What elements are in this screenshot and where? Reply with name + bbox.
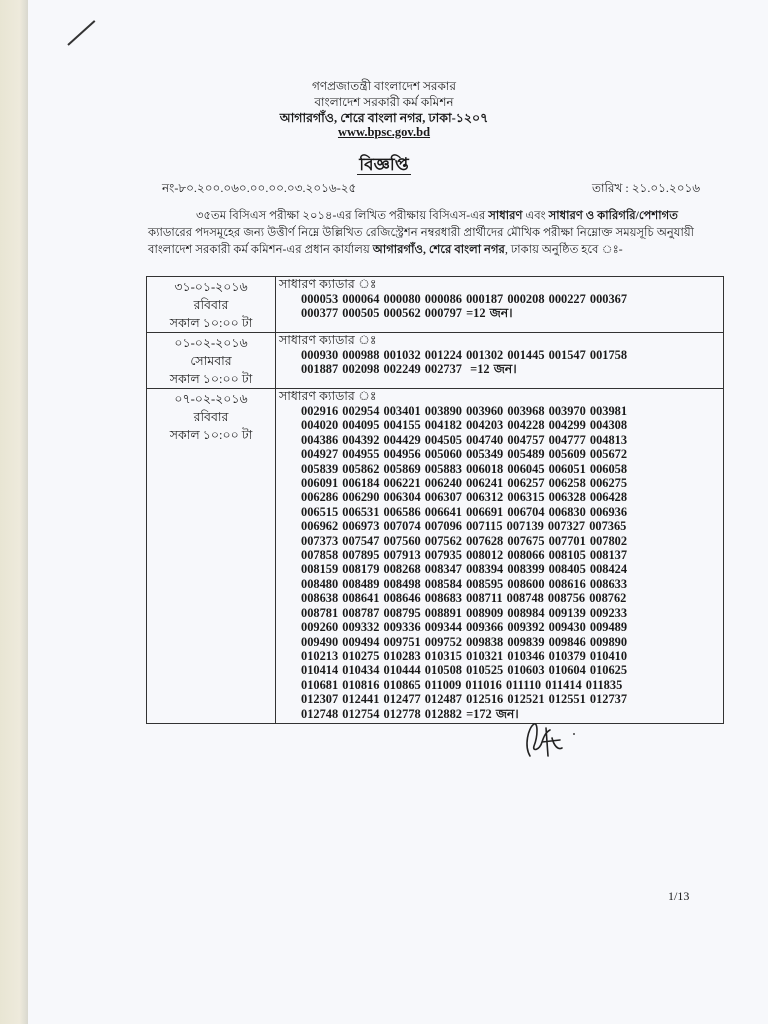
roll-numbers: 000053 000064 000080 000086 000187 000208 000227 000367 000377 000505 000562 000797 =12 জন।	[301, 292, 628, 321]
paragraph-bold: সাধারণ ও কারিগরি/পেশাগত	[548, 209, 678, 222]
roll-cell	[276, 333, 724, 389]
schedule-date: ৩১-০১-২০১৬	[174, 280, 248, 294]
paragraph-text: ৩৫তম বিসিএস পরীক্ষা ২০১৪-এর লিখিত পরীক্ষায় বিসিএস-এর	[196, 209, 489, 222]
paragraph-line-3	[148, 243, 623, 256]
header-government: গণপ্রজাতন্ত্রী বাংলাদেশ সরকার	[311, 79, 457, 93]
header-website: www.bpsc.gov.bd	[337, 125, 431, 139]
paragraph-line-1	[148, 207, 694, 224]
cadre-label: সাধারণ ক্যাডার ঃ	[279, 277, 377, 291]
notice-title	[0, 152, 768, 180]
paragraph-line-2: ক্যাডারের পদসমূহের জন্য উত্তীর্ণ নিম্নে উল্লিখিত রেজিস্ট্রেশন নম্বরধারী প্রার্থীদের মৌখিক পরীক্ষা নিম্নোক্ত সময়সূচি অনুযায়ী	[148, 226, 694, 239]
page-number: 1/13	[668, 889, 690, 903]
roll-cell	[276, 389, 724, 724]
roll-numbers: 000930 000988 001032 001224 001302 001445 001547 001758 001887 002098 002249 002737 =12 জন।	[301, 348, 628, 377]
header-address: আগারগাঁও, শেরে বাংলা নগর, ঢাকা-১২০৭	[279, 111, 489, 125]
date-cell	[147, 333, 276, 389]
notice-date: তারিখ : ২১.০১.২০১৬	[592, 181, 701, 195]
paragraph-bold: আগারগাঁও, শেরে বাংলা নগর	[372, 243, 505, 256]
header-commission: বাংলাদেশ সরকারী কর্ম কমিশন	[314, 95, 454, 109]
schedule-day: রবিবার	[193, 410, 229, 424]
roll-cell	[276, 277, 724, 333]
viva-schedule-table	[146, 276, 724, 724]
notice-title-text: বিজ্ঞপ্তি	[359, 155, 409, 174]
schedule-day: সোমবার	[190, 354, 232, 368]
paragraph-text: এবং	[522, 209, 549, 222]
paragraph-bold: সাধারণ	[488, 209, 523, 222]
table-row	[147, 333, 724, 389]
cadre-label: সাধারণ ক্যাডার ঃ	[279, 389, 377, 403]
table-row	[147, 389, 724, 724]
notice-paragraph	[148, 207, 694, 258]
cadre-label: সাধারণ ক্যাডার ঃ	[279, 333, 377, 347]
paragraph-text: , ঢাকায় অনুষ্ঠিত হবে ঃ-	[504, 243, 623, 256]
table-row	[147, 277, 724, 333]
schedule-time: সকাল ১০:০০ টা	[169, 372, 253, 386]
schedule-date: ০৭-০২-২০১৬	[174, 392, 248, 406]
roll-numbers: 002916 002954 003401 003890 003960 003968 003970 003981 004020 004095 004155 004182 004203 004228 004299 004308 004386 004392 004429 004505 004740 004757 004777 004813 004927 004955 004956 005060 005349 005489 005609 005672 005839 005862 005869 005883 006018 006045 006051 006058 006091 006184 006221 006240 006241 006257 006258 006275 006286 006290 006304 006307 006312 006315 006328 006428 006515 006531 006586 006641 006691 006704 006830 006936 006962 006973 007074 007096 007115 007139 007327 007365 007373 007547 007560 007562 007628 007675 007701 007802 007858 007895 007913 007935 008012 008066 008105 008137 008159 008179 008268 008347 008394 008399 008405 008424 008480 008489 008498 008584 008595 008600 008616 008633 008638 008641 008646 008683 008711 008748 008756 008762 008781 008787 008795 008891 008909 008984 009139 009233 009260 009332 009336 009344 009366 009392 009430 009489 009490 009494 009751 009752 009838 009839 009846 009890 010213 010275 010283 010315 010321 010346 010379 010410 010414 010434 010444 010508 010525 010603 010604 010625 010681 010816 010865 011009 011016 011110 011414 011835 012307 012441 012477 012487 012516 012521 012551 012737 012748 012754 012778 012882 =172 জন।	[301, 404, 628, 721]
schedule-day: রবিবার	[193, 298, 229, 312]
date-cell	[147, 277, 276, 333]
handwritten-signature	[516, 716, 576, 766]
memo-number: নং-৮০.২০০.০৬০.০০.০০.০৩.২০১৬-২৫	[162, 181, 357, 195]
paragraph-text: বাংলাদেশ সরকারী কর্ম কমিশন-এর প্রধান কার্যালয়	[148, 243, 373, 256]
schedule-date: ০১-০২-২০১৬	[174, 336, 248, 350]
schedule-time: সকাল ১০:০০ টা	[169, 428, 253, 442]
schedule-time: সকাল ১০:০০ টা	[169, 316, 253, 330]
date-cell	[147, 389, 276, 724]
